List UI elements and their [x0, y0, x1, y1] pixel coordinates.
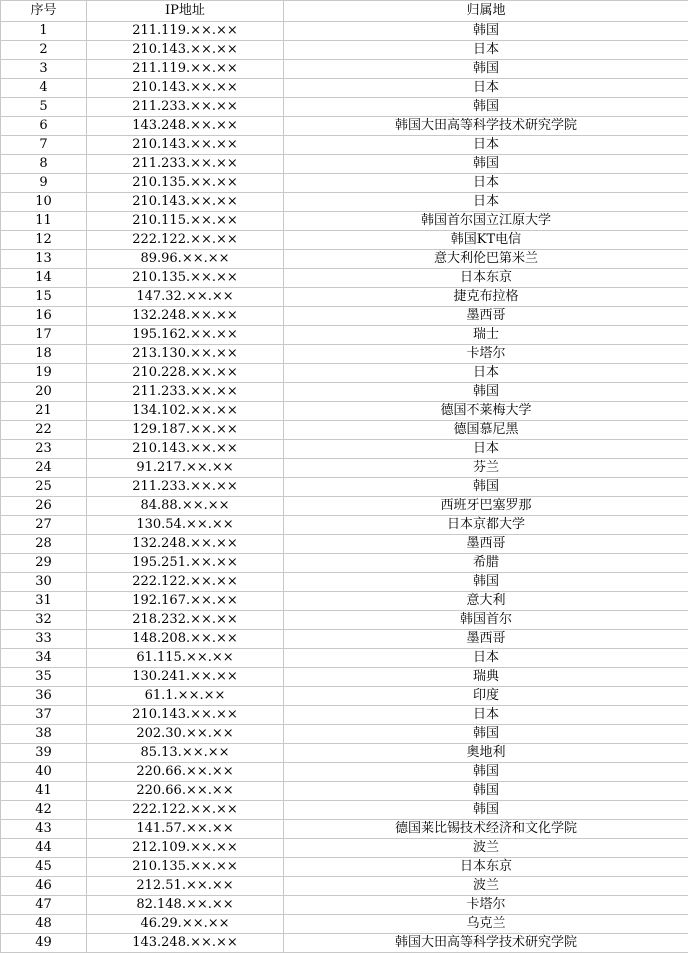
row-location: 日本 [284, 174, 688, 193]
table-row [1, 326, 688, 345]
table-row [1, 839, 688, 858]
row-ip-address: 195.251.××.×× [87, 554, 284, 573]
row-location: 韩国 [284, 782, 688, 801]
row-location: 韩国大田高等科学技术研究学院 [284, 117, 688, 136]
table-row [1, 763, 688, 782]
table-row [1, 478, 688, 497]
table-row [1, 744, 688, 763]
row-ip-address: 202.30.××.×× [87, 725, 284, 744]
row-index: 17 [1, 326, 87, 345]
table-row [1, 41, 688, 60]
row-location: 韩国KT电信 [284, 231, 688, 250]
row-location: 日本 [284, 364, 688, 383]
row-index: 22 [1, 421, 87, 440]
row-ip-address: 129.187.××.×× [87, 421, 284, 440]
table-row [1, 687, 688, 706]
row-location: 韩国 [284, 383, 688, 402]
row-index: 28 [1, 535, 87, 554]
row-location: 捷克布拉格 [284, 288, 688, 307]
table-row [1, 668, 688, 687]
row-location: 日本 [284, 41, 688, 60]
row-index: 45 [1, 858, 87, 877]
row-ip-address: 61.115.××.×× [87, 649, 284, 668]
row-ip-address: 147.32.××.×× [87, 288, 284, 307]
row-index: 9 [1, 174, 87, 193]
table-row [1, 383, 688, 402]
table-row [1, 212, 688, 231]
table-row [1, 307, 688, 326]
row-index: 26 [1, 497, 87, 516]
table-row [1, 573, 688, 592]
table-row [1, 60, 688, 79]
table-row [1, 649, 688, 668]
row-ip-address: 132.248.××.×× [87, 307, 284, 326]
row-ip-address: 84.88.××.×× [87, 497, 284, 516]
table-body [1, 22, 688, 953]
row-location: 德国不莱梅大学 [284, 402, 688, 421]
row-location: 日本 [284, 193, 688, 212]
row-index: 48 [1, 915, 87, 934]
table-row [1, 497, 688, 516]
table-row [1, 98, 688, 117]
row-ip-address: 222.122.××.×× [87, 801, 284, 820]
row-ip-address: 89.96.××.×× [87, 250, 284, 269]
row-ip-address: 220.66.××.×× [87, 782, 284, 801]
table-row [1, 915, 688, 934]
row-index: 23 [1, 440, 87, 459]
row-location: 墨西哥 [284, 630, 688, 649]
row-index: 25 [1, 478, 87, 497]
row-ip-address: 211.233.××.×× [87, 155, 284, 174]
row-index: 24 [1, 459, 87, 478]
row-index: 12 [1, 231, 87, 250]
row-ip-address: 210.143.××.×× [87, 193, 284, 212]
table-row [1, 440, 688, 459]
row-ip-address: 211.233.××.×× [87, 478, 284, 497]
row-ip-address: 210.115.××.×× [87, 212, 284, 231]
row-location: 卡塔尔 [284, 896, 688, 915]
row-ip-address: 210.143.××.×× [87, 440, 284, 459]
table-row [1, 193, 688, 212]
row-index: 27 [1, 516, 87, 535]
table-row [1, 877, 688, 896]
row-index: 43 [1, 820, 87, 839]
row-index: 5 [1, 98, 87, 117]
header-location: 归属地 [284, 1, 688, 22]
row-index: 42 [1, 801, 87, 820]
row-location: 日本 [284, 136, 688, 155]
row-index: 1 [1, 22, 87, 41]
row-index: 35 [1, 668, 87, 687]
row-location: 印度 [284, 687, 688, 706]
row-location: 希腊 [284, 554, 688, 573]
row-location: 瑞典 [284, 668, 688, 687]
table-row [1, 611, 688, 630]
row-index: 7 [1, 136, 87, 155]
table-row [1, 782, 688, 801]
row-index: 29 [1, 554, 87, 573]
row-ip-address: 141.57.××.×× [87, 820, 284, 839]
row-index: 38 [1, 725, 87, 744]
row-index: 30 [1, 573, 87, 592]
row-location: 乌克兰 [284, 915, 688, 934]
row-location: 波兰 [284, 839, 688, 858]
row-index: 2 [1, 41, 87, 60]
table-row [1, 801, 688, 820]
row-index: 13 [1, 250, 87, 269]
row-ip-address: 220.66.××.×× [87, 763, 284, 782]
table-row [1, 706, 688, 725]
row-ip-address: 210.228.××.×× [87, 364, 284, 383]
row-location: 日本 [284, 440, 688, 459]
row-location: 奥地利 [284, 744, 688, 763]
table-row [1, 535, 688, 554]
row-location: 韩国大田高等科学技术研究学院 [284, 934, 688, 953]
row-index: 32 [1, 611, 87, 630]
row-index: 39 [1, 744, 87, 763]
table-row [1, 288, 688, 307]
row-location: 韩国首尔国立江原大学 [284, 212, 688, 231]
header-ip-address: IP地址 [87, 1, 284, 22]
row-location: 韩国 [284, 478, 688, 497]
table-row [1, 117, 688, 136]
table-row [1, 231, 688, 250]
row-location: 韩国 [284, 573, 688, 592]
table-row [1, 79, 688, 98]
row-ip-address: 134.102.××.×× [87, 402, 284, 421]
table-row [1, 858, 688, 877]
table-row [1, 22, 688, 41]
row-ip-address: 143.248.××.×× [87, 934, 284, 953]
table-header [1, 1, 688, 22]
row-location: 韩国 [284, 22, 688, 41]
row-ip-address: 61.1.××.×× [87, 687, 284, 706]
row-index: 36 [1, 687, 87, 706]
row-index: 46 [1, 877, 87, 896]
row-location: 日本 [284, 706, 688, 725]
row-index: 37 [1, 706, 87, 725]
row-ip-address: 210.143.××.×× [87, 79, 284, 98]
table-row [1, 459, 688, 478]
row-ip-address: 82.148.××.×× [87, 896, 284, 915]
row-location: 日本京都大学 [284, 516, 688, 535]
row-location: 日本东京 [284, 269, 688, 288]
row-ip-address: 85.13.××.×× [87, 744, 284, 763]
row-location: 德国莱比锡技术经济和文化学院 [284, 820, 688, 839]
row-index: 41 [1, 782, 87, 801]
table-row [1, 896, 688, 915]
row-location: 西班牙巴塞罗那 [284, 497, 688, 516]
row-ip-address: 210.143.××.×× [87, 41, 284, 60]
row-index: 31 [1, 592, 87, 611]
row-index: 15 [1, 288, 87, 307]
row-location: 韩国 [284, 763, 688, 782]
row-location: 墨西哥 [284, 535, 688, 554]
row-ip-address: 211.233.××.×× [87, 98, 284, 117]
row-index: 21 [1, 402, 87, 421]
row-location: 卡塔尔 [284, 345, 688, 364]
table-row [1, 421, 688, 440]
row-ip-address: 210.135.××.×× [87, 174, 284, 193]
row-index: 47 [1, 896, 87, 915]
table-row [1, 345, 688, 364]
row-index: 8 [1, 155, 87, 174]
table-row [1, 725, 688, 744]
row-ip-address: 46.29.××.×× [87, 915, 284, 934]
table-row [1, 516, 688, 535]
row-ip-address: 143.248.××.×× [87, 117, 284, 136]
row-index: 49 [1, 934, 87, 953]
table-row [1, 554, 688, 573]
header-index: 序号 [1, 1, 87, 22]
table-row [1, 174, 688, 193]
row-index: 40 [1, 763, 87, 782]
row-index: 11 [1, 212, 87, 231]
table-row [1, 269, 688, 288]
row-index: 14 [1, 269, 87, 288]
row-index: 4 [1, 79, 87, 98]
row-location: 德国慕尼黑 [284, 421, 688, 440]
row-index: 18 [1, 345, 87, 364]
row-location: 韩国首尔 [284, 611, 688, 630]
row-location: 韩国 [284, 98, 688, 117]
row-index: 33 [1, 630, 87, 649]
row-ip-address: 210.135.××.×× [87, 858, 284, 877]
row-location: 芬兰 [284, 459, 688, 478]
table-row [1, 934, 688, 953]
row-index: 10 [1, 193, 87, 212]
row-index: 19 [1, 364, 87, 383]
row-index: 16 [1, 307, 87, 326]
row-ip-address: 213.130.××.×× [87, 345, 284, 364]
header-row [1, 1, 688, 22]
row-ip-address: 210.143.××.×× [87, 706, 284, 725]
table-row [1, 155, 688, 174]
table-row [1, 402, 688, 421]
row-ip-address: 218.232.××.×× [87, 611, 284, 630]
row-index: 3 [1, 60, 87, 79]
row-index: 44 [1, 839, 87, 858]
row-index: 6 [1, 117, 87, 136]
row-index: 34 [1, 649, 87, 668]
row-location: 日本东京 [284, 858, 688, 877]
row-ip-address: 210.143.××.×× [87, 136, 284, 155]
row-ip-address: 91.217.××.×× [87, 459, 284, 478]
row-location: 瑞士 [284, 326, 688, 345]
row-ip-address: 211.119.××.×× [87, 22, 284, 41]
row-ip-address: 195.162.××.×× [87, 326, 284, 345]
row-ip-address: 148.208.××.×× [87, 630, 284, 649]
table-row [1, 136, 688, 155]
table-row [1, 364, 688, 383]
row-ip-address: 212.109.××.×× [87, 839, 284, 858]
row-location: 韩国 [284, 725, 688, 744]
row-location: 意大利 [284, 592, 688, 611]
row-location: 韩国 [284, 155, 688, 174]
row-index: 20 [1, 383, 87, 402]
row-ip-address: 210.135.××.×× [87, 269, 284, 288]
row-location: 墨西哥 [284, 307, 688, 326]
row-location: 波兰 [284, 877, 688, 896]
table-row [1, 250, 688, 269]
row-location: 韩国 [284, 801, 688, 820]
row-ip-address: 132.248.××.×× [87, 535, 284, 554]
row-ip-address: 211.233.××.×× [87, 383, 284, 402]
row-ip-address: 130.241.××.×× [87, 668, 284, 687]
table-row [1, 592, 688, 611]
row-ip-address: 222.122.××.×× [87, 231, 284, 250]
table-row [1, 630, 688, 649]
row-location: 意大利伦巴第米兰 [284, 250, 688, 269]
row-ip-address: 212.51.××.×× [87, 877, 284, 896]
row-location: 日本 [284, 649, 688, 668]
row-ip-address: 211.119.××.×× [87, 60, 284, 79]
row-ip-address: 192.167.××.×× [87, 592, 284, 611]
table-row [1, 820, 688, 839]
row-ip-address: 222.122.××.×× [87, 573, 284, 592]
row-ip-address: 130.54.××.×× [87, 516, 284, 535]
row-location: 日本 [284, 79, 688, 98]
row-location: 韩国 [284, 60, 688, 79]
